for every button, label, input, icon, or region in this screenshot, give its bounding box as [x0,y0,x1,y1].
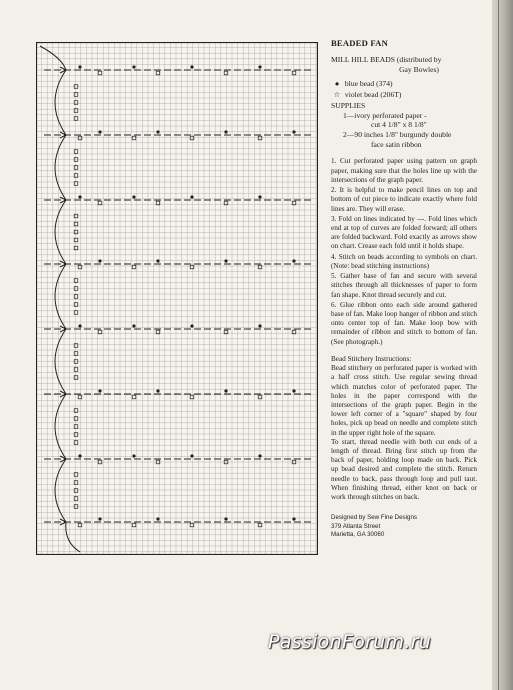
supply-item-1-cont: cut 4 1/8" x 8 1/8" [371,120,427,130]
supply-item-2: 2—90 inches 1/8" burgundy double [343,130,452,140]
bead-blue-mark [258,324,261,327]
designer-credits [331,514,477,539]
bead-blue-mark [156,130,159,133]
supplies-heading: SUPPLIES [331,100,366,110]
bead-blue-mark [224,130,227,133]
bead-blue-mark [78,454,81,457]
bead-instructions-heading: Bead Stitchery Instructions: [331,354,412,363]
steps-list [331,157,477,346]
legend-label: violet bead (206T) [344,90,402,100]
bead-blue-mark [156,259,159,262]
filled-circle-icon: ● [334,79,340,89]
star-icon: ☆ [333,90,341,100]
step-3: 3. Fold on lines indicated by ---. Fold lines which end at top of curves are folded forward; all others are folded backward. Fold exactly as arrows show on chart. Crease each fold until it holds shape. [331,214,477,251]
step-1: 1. Cut perforated paper using pattern on graph paper, making sure that the holes line up with the intersections of the graph paper. [331,157,477,184]
bead-blue-mark [258,195,261,198]
supplier-info [331,55,477,74]
page-binding [492,0,513,690]
pattern-title: BEADED FAN [331,38,388,48]
bead-instructions-text: Bead stitchery on perforated paper is worked with a half cross stitch. Use regular sewing thread which matches color of perforated paper. The holes in the paper correspond with the intersections of the graph paper. Begin in the lower left corner of a "square" shaped by four holes, pick up bead on needle and complete stitch in the upper right hole of the square. [331,364,477,437]
bead-blue-mark [224,517,227,520]
credit-line-2: 379 Atlanta Street [331,522,381,530]
bead-blue-mark [132,65,135,68]
supply-item-2-cont: face satin ribbon [371,139,422,149]
pattern-chart [36,42,318,555]
supplies-list [331,101,477,150]
bead-blue-mark [292,130,295,133]
credit-line-1: Designed by Sew Fine Designs [331,514,417,522]
bead-blue-mark [132,324,135,327]
bead-blue-mark [78,324,81,327]
step-2: 2. It is helpful to make pencil lines on top and bottom of cut piece to indicate exactly where fold lines are. They will erase. [331,186,477,213]
step-6: 6. Glue ribbon onto each side around gathered base of fan. Make loop hanger of ribbon and stitch onto center top of fan. Make loop bow with remainder of ribbon and stitch to bottom of fan. (See photograph.) [331,300,477,346]
supplier-line-2: Gay Bowles) [399,64,439,74]
bead-blue-mark [292,259,295,262]
supply-item-1: 1—ivory perforated paper - [343,110,427,120]
instructions-column [331,38,477,539]
bead-blue-mark [98,130,101,133]
bead-blue-mark [292,517,295,520]
bead-legend [331,79,477,99]
bead-blue-mark [258,65,261,68]
bead-blue-mark [132,195,135,198]
bead-blue-mark [132,454,135,457]
supplier-line-1: MILL HILL BEADS (distributed by [331,55,442,64]
step-5: 5. Gather base of fan and secure with several stitches through all thicknesses of paper to form fan shape. Knot thread securely and cut. [331,272,477,299]
bead-blue-mark [78,65,81,68]
bead-blue-mark [190,65,193,68]
bead-blue-mark [190,195,193,198]
bead-blue-mark [156,389,159,392]
bead-blue-mark [78,195,81,198]
bead-blue-mark [98,517,101,520]
bead-blue-mark [190,324,193,327]
bead-instructions-text-2: To start, thread needle with both cut ends of a length of thread. Bring first stitch up from the back of paper, holding loop made on back. Pick up bead desired and complete the stitch. Return needle to back, pass through loop and pull taut. When finishing thread, either knot on back or work through stitches on back. [331,437,477,502]
bead-blue-mark [190,454,193,457]
legend-label: blue bead (374) [344,79,393,89]
legend-item-blue [331,79,477,89]
step-4: 4. Stitch on beads according to symbols on chart. (Note: bead stitching instructions) [331,252,477,270]
bead-blue-mark [224,259,227,262]
credit-line-3: Marietta, GA 30060 [331,531,385,539]
chart-background [36,42,318,555]
bead-blue-mark [224,389,227,392]
legend-item-violet [331,90,477,100]
bead-blue-mark [258,454,261,457]
bead-blue-mark [292,389,295,392]
bead-blue-mark [98,259,101,262]
watermark: PassionForum.ru [268,631,432,653]
bead-blue-mark [98,389,101,392]
bead-blue-mark [156,517,159,520]
